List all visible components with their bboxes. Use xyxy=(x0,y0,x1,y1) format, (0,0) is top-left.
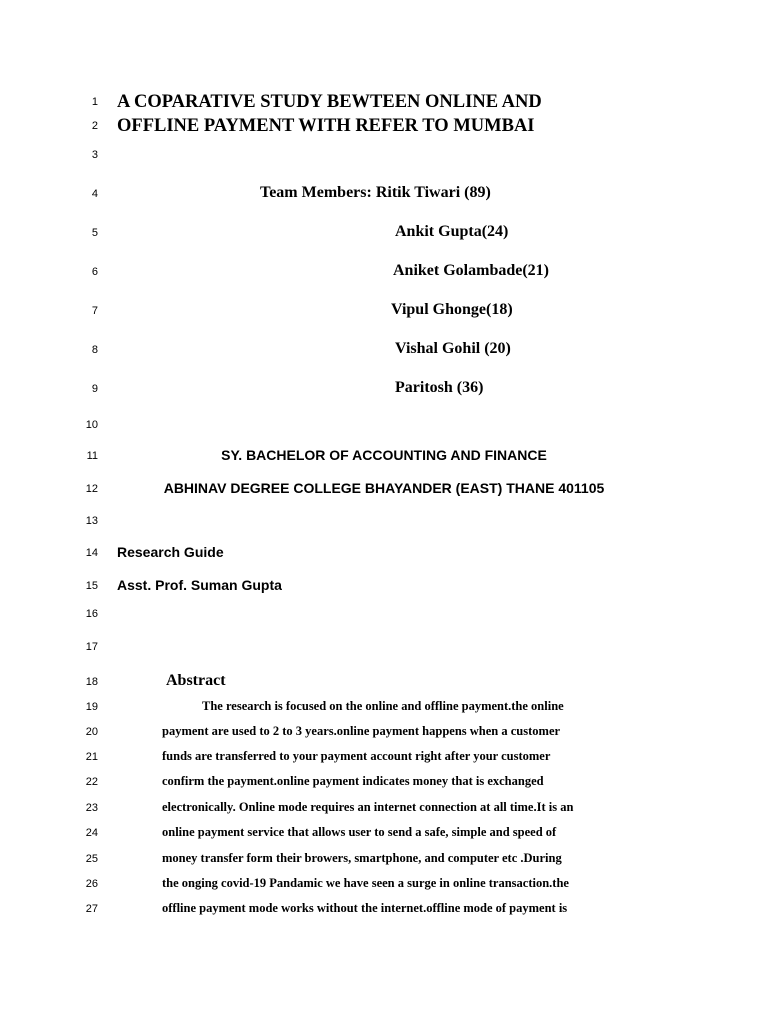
team-member: Vishal Gohil (20) xyxy=(395,340,511,357)
program-name: SY. BACHELOR OF ACCOUNTING AND FINANCE xyxy=(221,447,547,463)
line-number: 17 xyxy=(85,641,98,653)
research-guide-label: Research Guide xyxy=(117,544,224,560)
abstract-line: funds are transferred to your payment account right after your customer xyxy=(162,749,551,763)
line-number: 27 xyxy=(85,903,98,915)
line-number: 22 xyxy=(85,776,98,788)
abstract-heading: Abstract xyxy=(166,672,226,689)
team-member: Vipul Ghonge(18) xyxy=(391,301,513,318)
abstract-line: money transfer form their browers, smartphone, and computer etc .During xyxy=(162,851,562,865)
document-title-line: A COPARATIVE STUDY BEWTEEN ONLINE AND xyxy=(117,92,542,112)
research-guide-name: Asst. Prof. Suman Gupta xyxy=(117,577,282,593)
line-number: 20 xyxy=(85,726,98,738)
line-number: 24 xyxy=(85,827,98,839)
line-number: 14 xyxy=(85,547,98,559)
abstract-line: the onging covid-19 Pandamic we have seen a surge in online transaction.the xyxy=(162,876,569,890)
line-number: 13 xyxy=(85,515,98,527)
line-number: 9 xyxy=(91,383,98,395)
line-number: 21 xyxy=(85,751,98,763)
line-number: 16 xyxy=(85,608,98,620)
team-member: Aniket Golambade(21) xyxy=(393,262,549,279)
line-number: 25 xyxy=(85,853,98,865)
abstract-line: offline payment mode works without the internet.offline mode of payment is xyxy=(162,901,568,915)
line-number: 4 xyxy=(91,188,98,200)
abstract-line: online payment service that allows user to send a safe, simple and speed of xyxy=(162,825,557,839)
line-number: 23 xyxy=(85,802,98,814)
line-number: 5 xyxy=(91,227,98,239)
team-member: Ankit Gupta(24) xyxy=(395,223,509,240)
line-number: 18 xyxy=(85,676,98,688)
line-number: 6 xyxy=(91,266,98,278)
college-name: ABHINAV DEGREE COLLEGE BHAYANDER (EAST) THANE 401105 xyxy=(163,480,605,496)
abstract-line: The research is focused on the online and offline payment.the online xyxy=(202,699,564,713)
document-title-line: OFFLINE PAYMENT WITH REFER TO MUMBAI xyxy=(117,116,535,136)
line-number: 8 xyxy=(91,344,98,356)
team-members-label: Team Members: Ritik Tiwari (89) xyxy=(260,184,491,201)
abstract-line: payment are used to 2 to 3 years.online payment happens when a customer xyxy=(162,724,561,738)
line-number: 3 xyxy=(91,149,98,161)
line-number: 7 xyxy=(91,305,98,317)
abstract-line: confirm the payment.online payment indicates money that is exchanged xyxy=(162,774,544,788)
line-number: 19 xyxy=(85,701,98,713)
line-number: 11 xyxy=(86,450,98,462)
line-number: 1 xyxy=(91,96,98,108)
line-number: 26 xyxy=(85,878,98,890)
line-number: 2 xyxy=(91,120,98,132)
line-number: 12 xyxy=(85,483,98,495)
line-number: 15 xyxy=(85,580,98,592)
line-number: 10 xyxy=(85,419,98,431)
team-member: Paritosh (36) xyxy=(395,379,484,396)
abstract-line: electronically. Online mode requires an internet connection at all time.It is an xyxy=(162,800,574,814)
